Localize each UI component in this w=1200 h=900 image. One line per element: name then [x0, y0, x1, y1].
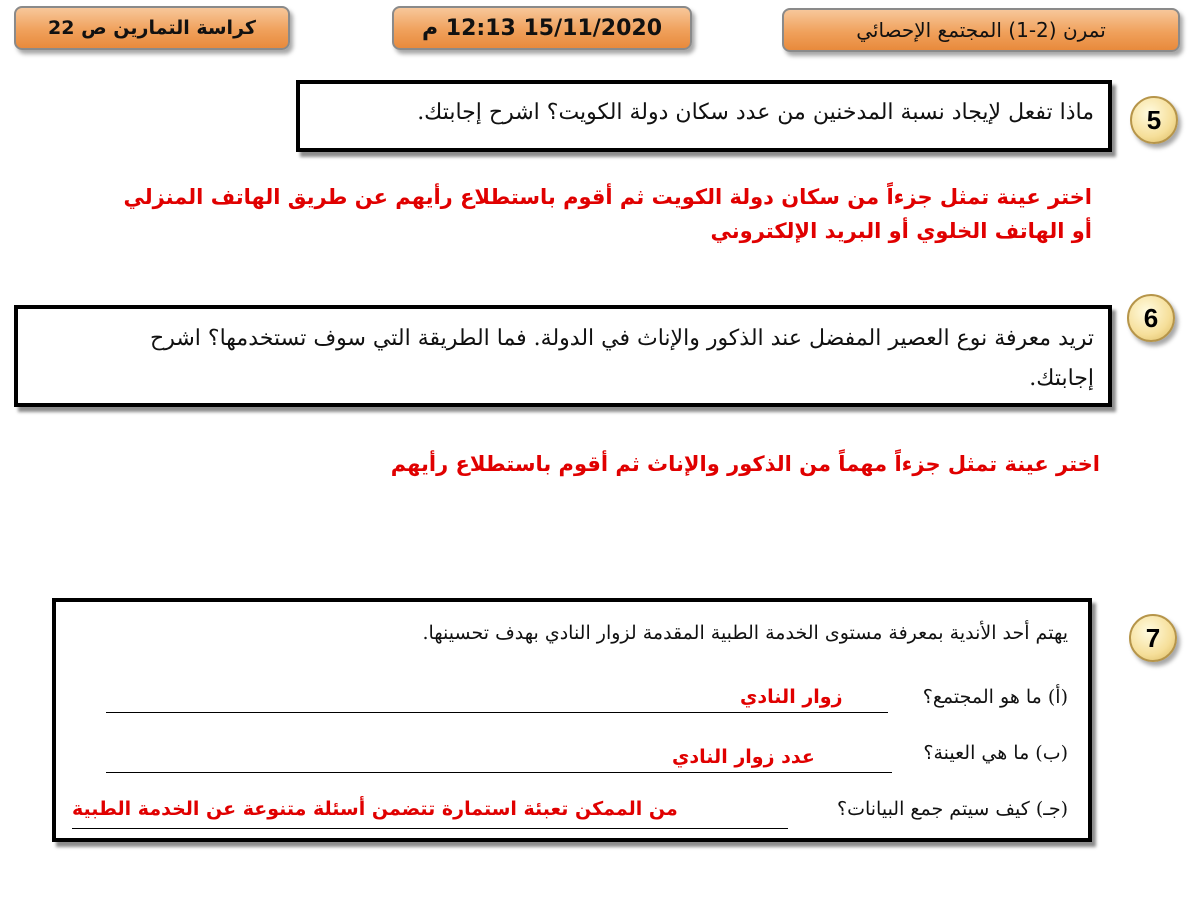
question-7-c-label: (جـ) كيف سيتم جمع البيانات؟	[837, 798, 1068, 820]
question-number-5	[1130, 96, 1178, 144]
workbook-page-label	[14, 6, 290, 50]
question-number-7-text: 7	[1145, 622, 1161, 653]
question-6-box	[14, 305, 1112, 407]
lesson-title	[782, 8, 1180, 52]
lesson-title-text: تمرن (2-1) المجتمع الإحصائي	[856, 18, 1106, 42]
question-7-box	[52, 598, 1092, 842]
answer-line-b	[106, 772, 892, 773]
question-5-text: ماذا تفعل لإيجاد نسبة المدخنين من عدد سكان دولة الكويت؟ اشرح إجابتك.	[417, 100, 1094, 125]
question-7-a-answer: زوار النادي	[740, 686, 843, 708]
question-7-b-answer: عدد زوار النادي	[672, 746, 815, 768]
answer-5-line-2: أو الهاتف الخلوي أو البريد الإلكتروني	[710, 219, 1092, 243]
answer-5-line-1: اختر عينة تمثل جزءاً من سكان دولة الكويت ثم أقوم باستطلاع رأيهم عن طريق الهاتف المنزلي	[123, 185, 1092, 209]
question-number-5-text: 5	[1146, 104, 1162, 135]
question-7-b-label: (ب) ما هي العينة؟	[923, 742, 1068, 764]
question-6-text-line-2: إجابتك.	[1029, 366, 1094, 391]
workbook-page-text: كراسة التمارين ص 22	[48, 17, 256, 39]
answer-6: اختر عينة تمثل جزءاً مهماً من الذكور والإناث ثم أقوم باستطلاع رأيهم	[390, 452, 1100, 476]
datetime-label	[392, 6, 692, 50]
question-7-c-answer: من الممكن تعبئة استمارة تتضمن أسئلة متنوعة عن الخدمة الطبية	[72, 798, 678, 820]
question-7-intro: يهتم أحد الأندية بمعرفة مستوى الخدمة الطبية المقدمة لزوار النادي بهدف تحسينها.	[422, 622, 1068, 644]
answer-line-a	[106, 712, 888, 713]
question-6-text-line-1: تريد معرفة نوع العصير المفضل عند الذكور والإناث في الدولة. فما الطريقة التي سوف تستخدمها؟ اشرح	[150, 326, 1094, 351]
question-7-a-label: (أ) ما هو المجتمع؟	[922, 686, 1068, 708]
question-number-6	[1127, 294, 1175, 342]
answer-5	[72, 180, 1092, 248]
question-number-6-text: 6	[1143, 302, 1159, 333]
answer-line-c	[72, 828, 788, 829]
datetime-text: 15/11/2020 12:13 م	[421, 15, 663, 41]
question-number-7	[1129, 614, 1177, 662]
question-5-box	[296, 80, 1112, 152]
